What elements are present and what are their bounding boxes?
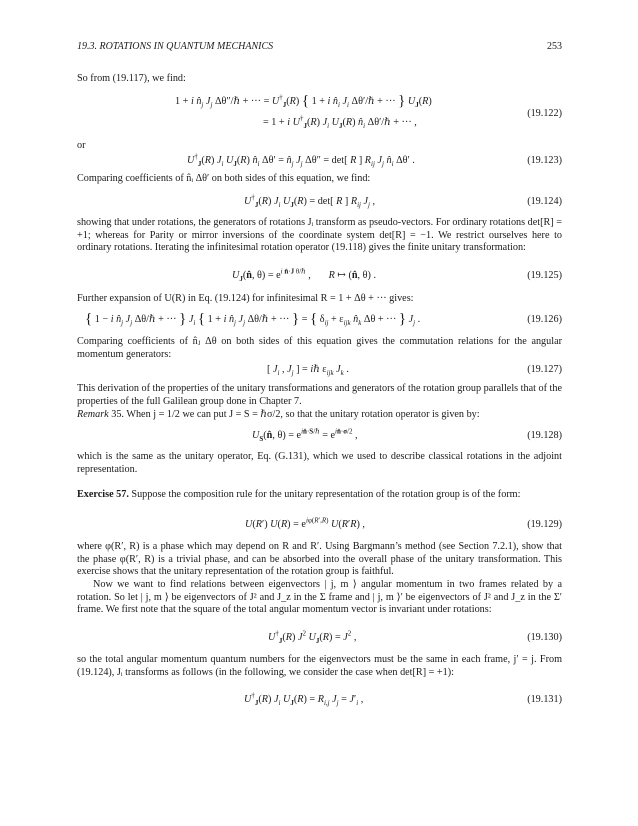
word-or: or <box>77 140 86 151</box>
equation-19-124: $U^\dagger_J(R)$ $J_i$ $U_J(R) = \det$[ R ] $R_{ij}$ $J_j$ , (19.124) <box>244 193 562 210</box>
remark-text: When j = 1/2 we can put J = S = ℏσ/2, so that the unitary rotation operator is given by: <box>126 409 480 420</box>
equation-19-129: U(R′) $U(R) = e^{i\varphi(R',R)}$ U(R′R) , (19.129) <box>245 516 562 530</box>
page-number: 253 <box>547 41 562 52</box>
equation-19-126: { 1 − i $n̂_j$ $J_j$ Δθ/ℏ + ··· } $J_i$ { 1 + i $n̂_j$ $J_j$ Δθ/ℏ + ··· } = { $\delta_{ij} + \varepsilon_{ijk}$ $n̂_k$ Δθ + ··· } $J_j$ . (19.126) <box>85 311 562 328</box>
paragraph-comparing-2: Comparing coefficients of n̂ⱼ Δθ on both sides of this equation gives the commutation relations for the angular momentum generators: <box>77 336 562 360</box>
equation-19-131: $U^\dagger_J(R)$ $J_i$ $U_J(R) = R_{i,j}$ $J_j = J'_i$ , (19.131) <box>244 691 562 708</box>
paragraph-further: Further expansion of U(R) in Eq. (19.124) for infinitesimal R = 1 + Δθ + ··· gives: <box>77 293 414 304</box>
equation-19-127: [ $J_i$ , $J_j$ ] = iℏ $\varepsilon_{ijk}$ $J_k$ . (19.127) <box>267 364 562 378</box>
section-title: 19.3. ROTATIONS IN QUANTUM MECHANICS <box>77 41 274 52</box>
exercise-57 <box>77 489 562 502</box>
running-header <box>77 41 562 54</box>
exercise-label: Exercise 57. <box>77 489 129 500</box>
equation-19-122-line1: 1 + i $n̂_j$ $J_j$ Δθ″/ℏ + ··· = $U^\dagger_J(R)$ { 1 + i $n̂_i$ $J_i$ Δθ′/ℏ + ··· } $U_J(R)$ <box>175 93 432 110</box>
paragraph-so-from: So from (19.117), we find: <box>77 73 186 84</box>
paragraph-same: which is the same as the unitary operator, Eq. (G.131), which we used to describe classical rotations in the adjoint representation. <box>77 451 562 475</box>
remark-35 <box>77 409 562 422</box>
paragraph-now: Now we want to find relations between eigenvectors | j, m ⟩ angular momentum in two frames related by a rotation. So let | j, m ⟩ be eigenvectors of J² and J_z in the Σ frame and | j, m ⟩′ be eigenvectors of J² and J_z in the Σ′ frame. We first note that the square of the total angular momentum vector is invariant under rotations: <box>77 579 562 615</box>
exercise-text: Suppose the composition rule for the unitary representation of the rotation group is of the form: <box>131 489 521 500</box>
remark-label: Remark <box>77 409 109 420</box>
equation-19-125: $U_J(n̂$, $\theta) = e^{i n̂\cdot J \theta/\hbar}$ , R ↦ (n̂, θ) . (19.125) <box>232 267 562 284</box>
equation-19-123: $U^\dagger_J(R)$ $J_i$ $U_J(R)$ $n̂_i$ $\Delta\theta' = n̂_j$ $J_j$ Δθ″ = det[ R ] $R_{ij}$ $J_j$ $n̂_i$ Δθ′ . (19.123) <box>187 152 562 169</box>
equation-19-122-line2: = 1 + i $U^\dagger_J(R)$ $J_i$ $U_J(R)$ $n̂_i$ Δθ′/ℏ + ··· , <box>263 114 417 131</box>
paragraph-so-total: so the total angular momentum quantum numbers for the eigenvectors must be the same in each frame, j′ = j. From (19.124), Jᵢ transforms as follows (in the following, we consider the case when det[R] = +1): <box>77 654 562 678</box>
paragraph-derivation: This derivation of the properties of the unitary transformations and generators of the rotation group parallels that of the properties of the full Galilean group done in Chapter 7. <box>77 383 562 407</box>
equation-19-122-number: (19.122) <box>527 108 562 119</box>
remark-number: 35. <box>111 409 124 420</box>
paragraph-comparing-1: Comparing coefficients of n̂ᵢ Δθ′ on both sides of this equation, we find: <box>77 173 371 184</box>
paragraph-where: where φ(R′, R) is a phase which may depend on R and R′. Using Bargmann’s method (see Section 7.2.1), show that the phase φ(R′, R) is a trivial phase, and can be absorbed into the overall phase of the unitary transformation. This exercise shows that the unitary representation of the rotation group is faithful. <box>77 541 562 577</box>
paragraph-showing: showing that under rotations, the generators of rotations Jᵢ transform as pseudo-vectors. For ordinary rotations det[R] = +1; whereas for Parity or mirror inversions of the coordinate system det[R] = −1. We restrict ourselves here to ordinary rotations. Iterating the infinitesimal rotation operator (19.118) gives the finite unitary transformation: <box>77 217 562 253</box>
equation-19-128: $U_S(n̂$, $\theta) = e^{in̂\cdot S/\hbar} = e^{in̂\cdot\sigma/2}$ , (19.128) <box>252 427 562 444</box>
equation-19-130: $U^\dagger_J(R)$ $J^2$ $U_J(R) = J^2$ , (19.130) <box>268 629 562 646</box>
